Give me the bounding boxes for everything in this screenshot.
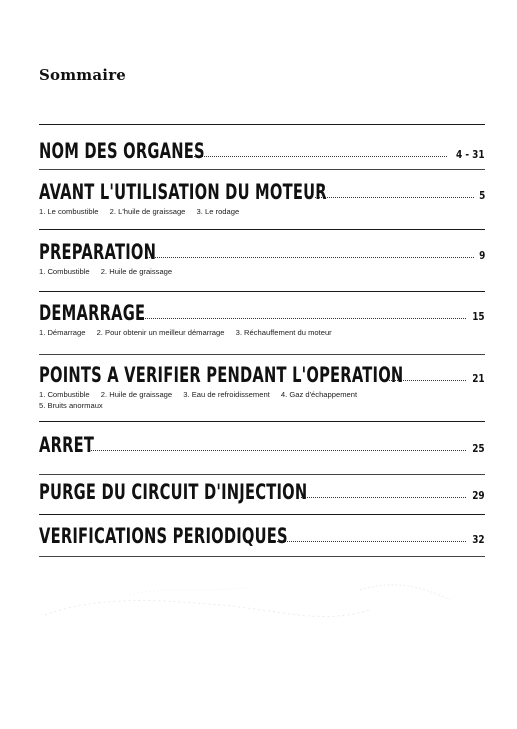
toc-subitems (39, 266, 479, 277)
toc-heading: ARRET (39, 433, 95, 457)
show-through-smudge (40, 575, 500, 635)
toc-entry-points-a-verifier (39, 362, 485, 411)
toc-subitems (39, 327, 479, 338)
toc-subitems (39, 389, 479, 411)
toc-heading: PREPARATION (39, 240, 157, 264)
toc-page-number: 9 (478, 250, 485, 262)
page-title: Sommaire (39, 66, 127, 84)
toc-entry-verifications (39, 523, 485, 549)
toc-heading: AVANT L'UTILISATION DU MOTEUR (39, 180, 327, 204)
toc-entry-demarrage (39, 300, 485, 338)
toc-heading: DEMARRAGE (39, 301, 146, 325)
toc-subitem: 1. Combustible (39, 267, 90, 276)
divider-2 (39, 229, 485, 230)
toc-subitem: 2. Pour obtenir un meilleur démarrage (96, 328, 225, 337)
toc-heading: NOM DES ORGANES (39, 139, 205, 163)
toc-page-number: 32 (472, 534, 485, 546)
toc-page-number: 4 - 31 (456, 149, 485, 161)
leader-dots (301, 497, 466, 498)
toc-heading: PURGE DU CIRCUIT D'INJECTION (39, 480, 308, 504)
divider-1 (39, 169, 485, 170)
toc-entry-purge (39, 479, 485, 505)
leader-dots (91, 450, 466, 451)
leader-dots (139, 318, 466, 319)
toc-subitem: 3. Réchauffement du moteur (235, 328, 332, 337)
toc-heading: VERIFICATIONS PERIODIQUES (39, 524, 288, 548)
toc-page-number: 15 (472, 311, 485, 323)
toc-subitem: 4. Gaz d'échappement (280, 390, 358, 399)
divider-bottom (39, 556, 485, 557)
divider-6 (39, 474, 485, 475)
divider-top (39, 124, 485, 125)
toc-subitem: 2. L'huile de graissage (109, 207, 186, 216)
toc-entry-preparation (39, 239, 485, 277)
divider-3 (39, 291, 485, 292)
leader-dots (147, 257, 474, 258)
toc-subitem: 1. Le combustible (39, 207, 99, 216)
toc-heading: POINTS A VERIFIER PENDANT L'OPERATION (39, 363, 404, 387)
toc-page-number: 25 (472, 443, 485, 455)
toc-subitem: 3. Le rodage (196, 207, 240, 216)
divider-4 (39, 354, 485, 355)
leader-dots (271, 541, 466, 542)
divider-5 (39, 421, 485, 422)
toc-page-number: 5 (478, 190, 485, 202)
toc-page-number: 21 (472, 373, 485, 385)
toc-subitem: 5. Bruits anormaux (39, 401, 103, 410)
toc-subitem: 2. Huile de graissage (100, 267, 173, 276)
toc-page-number: 29 (472, 490, 485, 502)
leader-dots (315, 197, 474, 198)
divider-7 (39, 514, 485, 515)
toc-subitem: 1. Combustible (39, 390, 90, 399)
toc-entry-arret (39, 432, 485, 458)
toc-subitem: 1. Démarrage (39, 328, 86, 337)
toc-entry-avant-utilisation (39, 179, 485, 217)
toc-entry-nom-des-organes (39, 138, 485, 164)
toc-subitems (39, 206, 479, 217)
toc-subitem: 3. Eau de refroidissement (183, 390, 270, 399)
toc-subitem: 2. Huile de graissage (100, 390, 173, 399)
leader-dots (194, 156, 447, 157)
